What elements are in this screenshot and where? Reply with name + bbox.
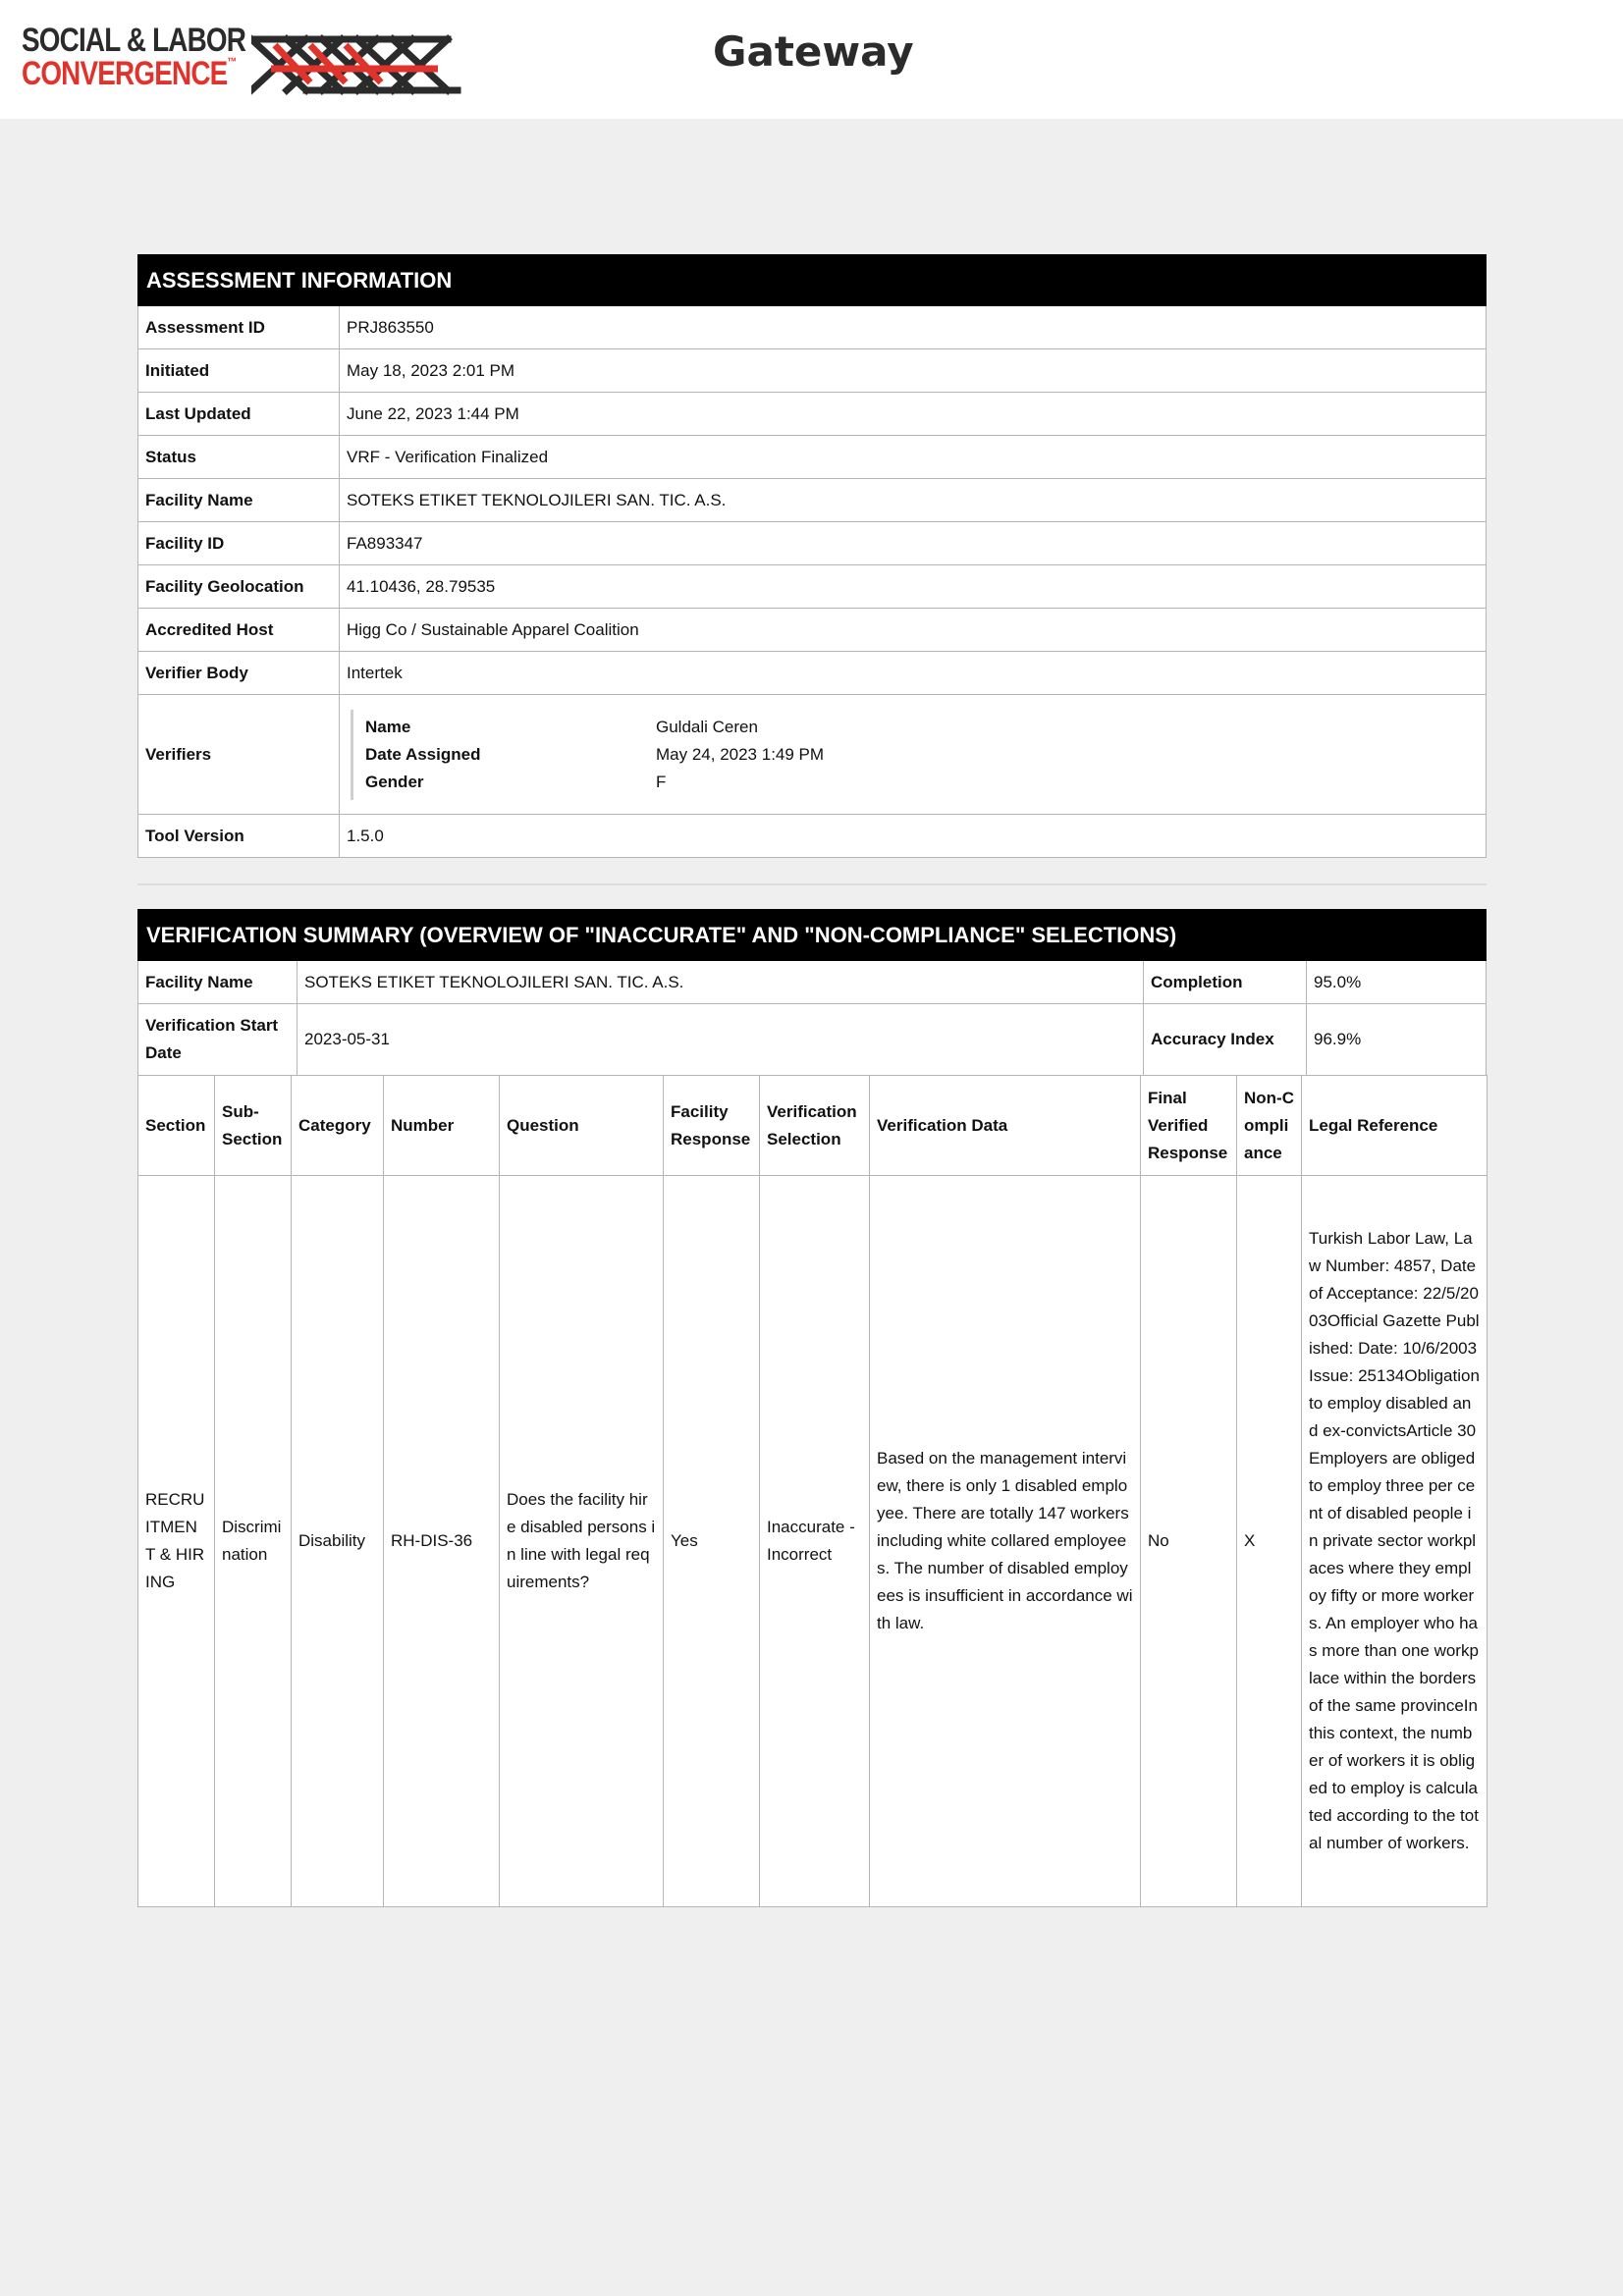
accuracy-label: Accuracy Index: [1144, 1004, 1307, 1076]
start-date-label: Verification Start Date: [138, 1004, 298, 1076]
verifier-gender-value: F: [656, 772, 667, 791]
table-row: [138, 1004, 1487, 1076]
table-row: [138, 306, 1487, 349]
cell-non-compliance: X: [1237, 1176, 1302, 1907]
cell-final-verified-response: No: [1141, 1176, 1237, 1907]
summary-facility-name-label: Facility Name: [138, 961, 298, 1004]
table-row: [138, 609, 1487, 652]
page-title: Gateway: [713, 27, 914, 76]
table-row: [138, 652, 1487, 695]
assessment-heading: ASSESSMENT INFORMATION: [138, 255, 1487, 306]
facility-name-label: Facility Name: [138, 479, 340, 522]
initiated-label: Initiated: [138, 349, 340, 393]
cell-category: Disability: [292, 1176, 384, 1907]
col-header-verification-data: Verification Data: [870, 1076, 1141, 1176]
section-divider: [137, 883, 1487, 885]
table-row: [138, 695, 1487, 815]
table-row: [138, 815, 1487, 858]
status-label: Status: [138, 436, 340, 479]
col-header-number: Number: [384, 1076, 500, 1176]
facility-name-value: SOTEKS ETIKET TEKNOLOJILERI SAN. TIC. A.S.: [340, 479, 1487, 522]
logo-crosshatch-icon: [251, 26, 461, 96]
table-row: [138, 349, 1487, 393]
summary-heading: VERIFICATION SUMMARY (OVERVIEW OF "INACCURATE" AND "NON-COMPLIANCE" SELECTIONS): [138, 910, 1487, 961]
verifier-body-value: Intertek: [340, 652, 1487, 695]
tool-version-label: Tool Version: [138, 815, 340, 858]
table-row: [138, 393, 1487, 436]
verifiers-detail-table: [365, 714, 824, 796]
findings-header-row: [138, 1076, 1488, 1176]
cell-section: RECRUITMENT & HIRING: [138, 1176, 215, 1907]
table-row: [138, 436, 1487, 479]
col-header-section: Section: [138, 1076, 215, 1176]
verifiers-label: Verifiers: [138, 695, 340, 815]
assessment-info-table: [137, 254, 1487, 858]
verifier-name-label: Name: [365, 717, 411, 736]
cell-question: Does the facility hire disabled persons in line with legal requirements?: [500, 1176, 664, 1907]
col-header-final-verified-response: Final Verified Response: [1141, 1076, 1237, 1176]
logo-text-line1: SOCIAL & LABOR: [22, 22, 246, 59]
logo-text-line2-main: CONVERGENCE: [22, 55, 228, 92]
accuracy-value: 96.9%: [1307, 1004, 1487, 1076]
table-row: [138, 522, 1487, 565]
cell-verification-selection: Inaccurate - Incorrect: [760, 1176, 870, 1907]
verification-summary-table: [137, 909, 1487, 1076]
logo-trademark: ™: [227, 55, 237, 69]
verifier-name-value: Guldali Ceren: [656, 717, 758, 736]
facility-geolocation-value: 41.10436, 28.79535: [340, 565, 1487, 609]
findings-table: [137, 1075, 1488, 1907]
cell-legal-reference: Turkish Labor Law, Law Number: 4857, Date of Acceptance: 22/5/2003Official Gazette Published: Date: 10/6/2003 Issue: 25134Obligation to employ disabled and ex-convictsArticle 30Employers are obliged to employ three per cent of disabled people in private sector workplaces where they employ fifty or more workers. An employer who has more than one workplace within the borders of the same provinceIn this context, the number of workers it is obliged to employ is calculated according to the total number of workers.: [1302, 1176, 1488, 1907]
verifier-date-value: May 24, 2023 1:49 PM: [656, 744, 825, 764]
start-date-value: 2023-05-31: [298, 1004, 1144, 1076]
verifiers-cell: [340, 695, 1487, 815]
summary-facility-name-value: SOTEKS ETIKET TEKNOLOJILERI SAN. TIC. A.S.: [298, 961, 1144, 1004]
accredited-host-value: Higg Co / Sustainable Apparel Coalition: [340, 609, 1487, 652]
col-header-legal-reference: Legal Reference: [1302, 1076, 1488, 1176]
cell-sub-section: Discrimination: [215, 1176, 292, 1907]
col-header-non-compliance: Non-Compliance: [1237, 1076, 1302, 1176]
col-header-question: Question: [500, 1076, 664, 1176]
verifier-body-label: Verifier Body: [138, 652, 340, 695]
verifier-gender-label: Gender: [365, 772, 424, 791]
logo-text-line2: [22, 55, 236, 93]
verifiers-block: [351, 710, 1479, 800]
initiated-value: May 18, 2023 2:01 PM: [340, 349, 1487, 393]
status-value: VRF - Verification Finalized: [340, 436, 1487, 479]
tool-version-value: 1.5.0: [340, 815, 1487, 858]
last-updated-value: June 22, 2023 1:44 PM: [340, 393, 1487, 436]
facility-geolocation-label: Facility Geolocation: [138, 565, 340, 609]
cell-facility-response: Yes: [664, 1176, 760, 1907]
assessment-id-value: PRJ863550: [340, 306, 1487, 349]
last-updated-label: Last Updated: [138, 393, 340, 436]
slcp-logo: [22, 20, 444, 102]
col-header-category: Category: [292, 1076, 384, 1176]
accredited-host-label: Accredited Host: [138, 609, 340, 652]
facility-id-value: FA893347: [340, 522, 1487, 565]
completion-value: 95.0%: [1307, 961, 1487, 1004]
table-row: [138, 565, 1487, 609]
completion-label: Completion: [1144, 961, 1307, 1004]
table-row: [138, 961, 1487, 1004]
col-header-sub-section: Sub-Section: [215, 1076, 292, 1176]
facility-id-label: Facility ID: [138, 522, 340, 565]
page-header: [0, 0, 1623, 119]
table-row: [138, 479, 1487, 522]
cell-number: RH-DIS-36: [384, 1176, 500, 1907]
col-header-verification-selection: Verification Selection: [760, 1076, 870, 1176]
cell-verification-data: Based on the management interview, there is only 1 disabled employee. There are totally 147 workers including white collared employees. The number of disabled employees is insufficient in accordance with law.: [870, 1176, 1141, 1907]
assessment-id-label: Assessment ID: [138, 306, 340, 349]
table-row: [138, 1176, 1488, 1907]
col-header-facility-response: Facility Response: [664, 1076, 760, 1176]
verifier-date-label: Date Assigned: [365, 744, 481, 764]
